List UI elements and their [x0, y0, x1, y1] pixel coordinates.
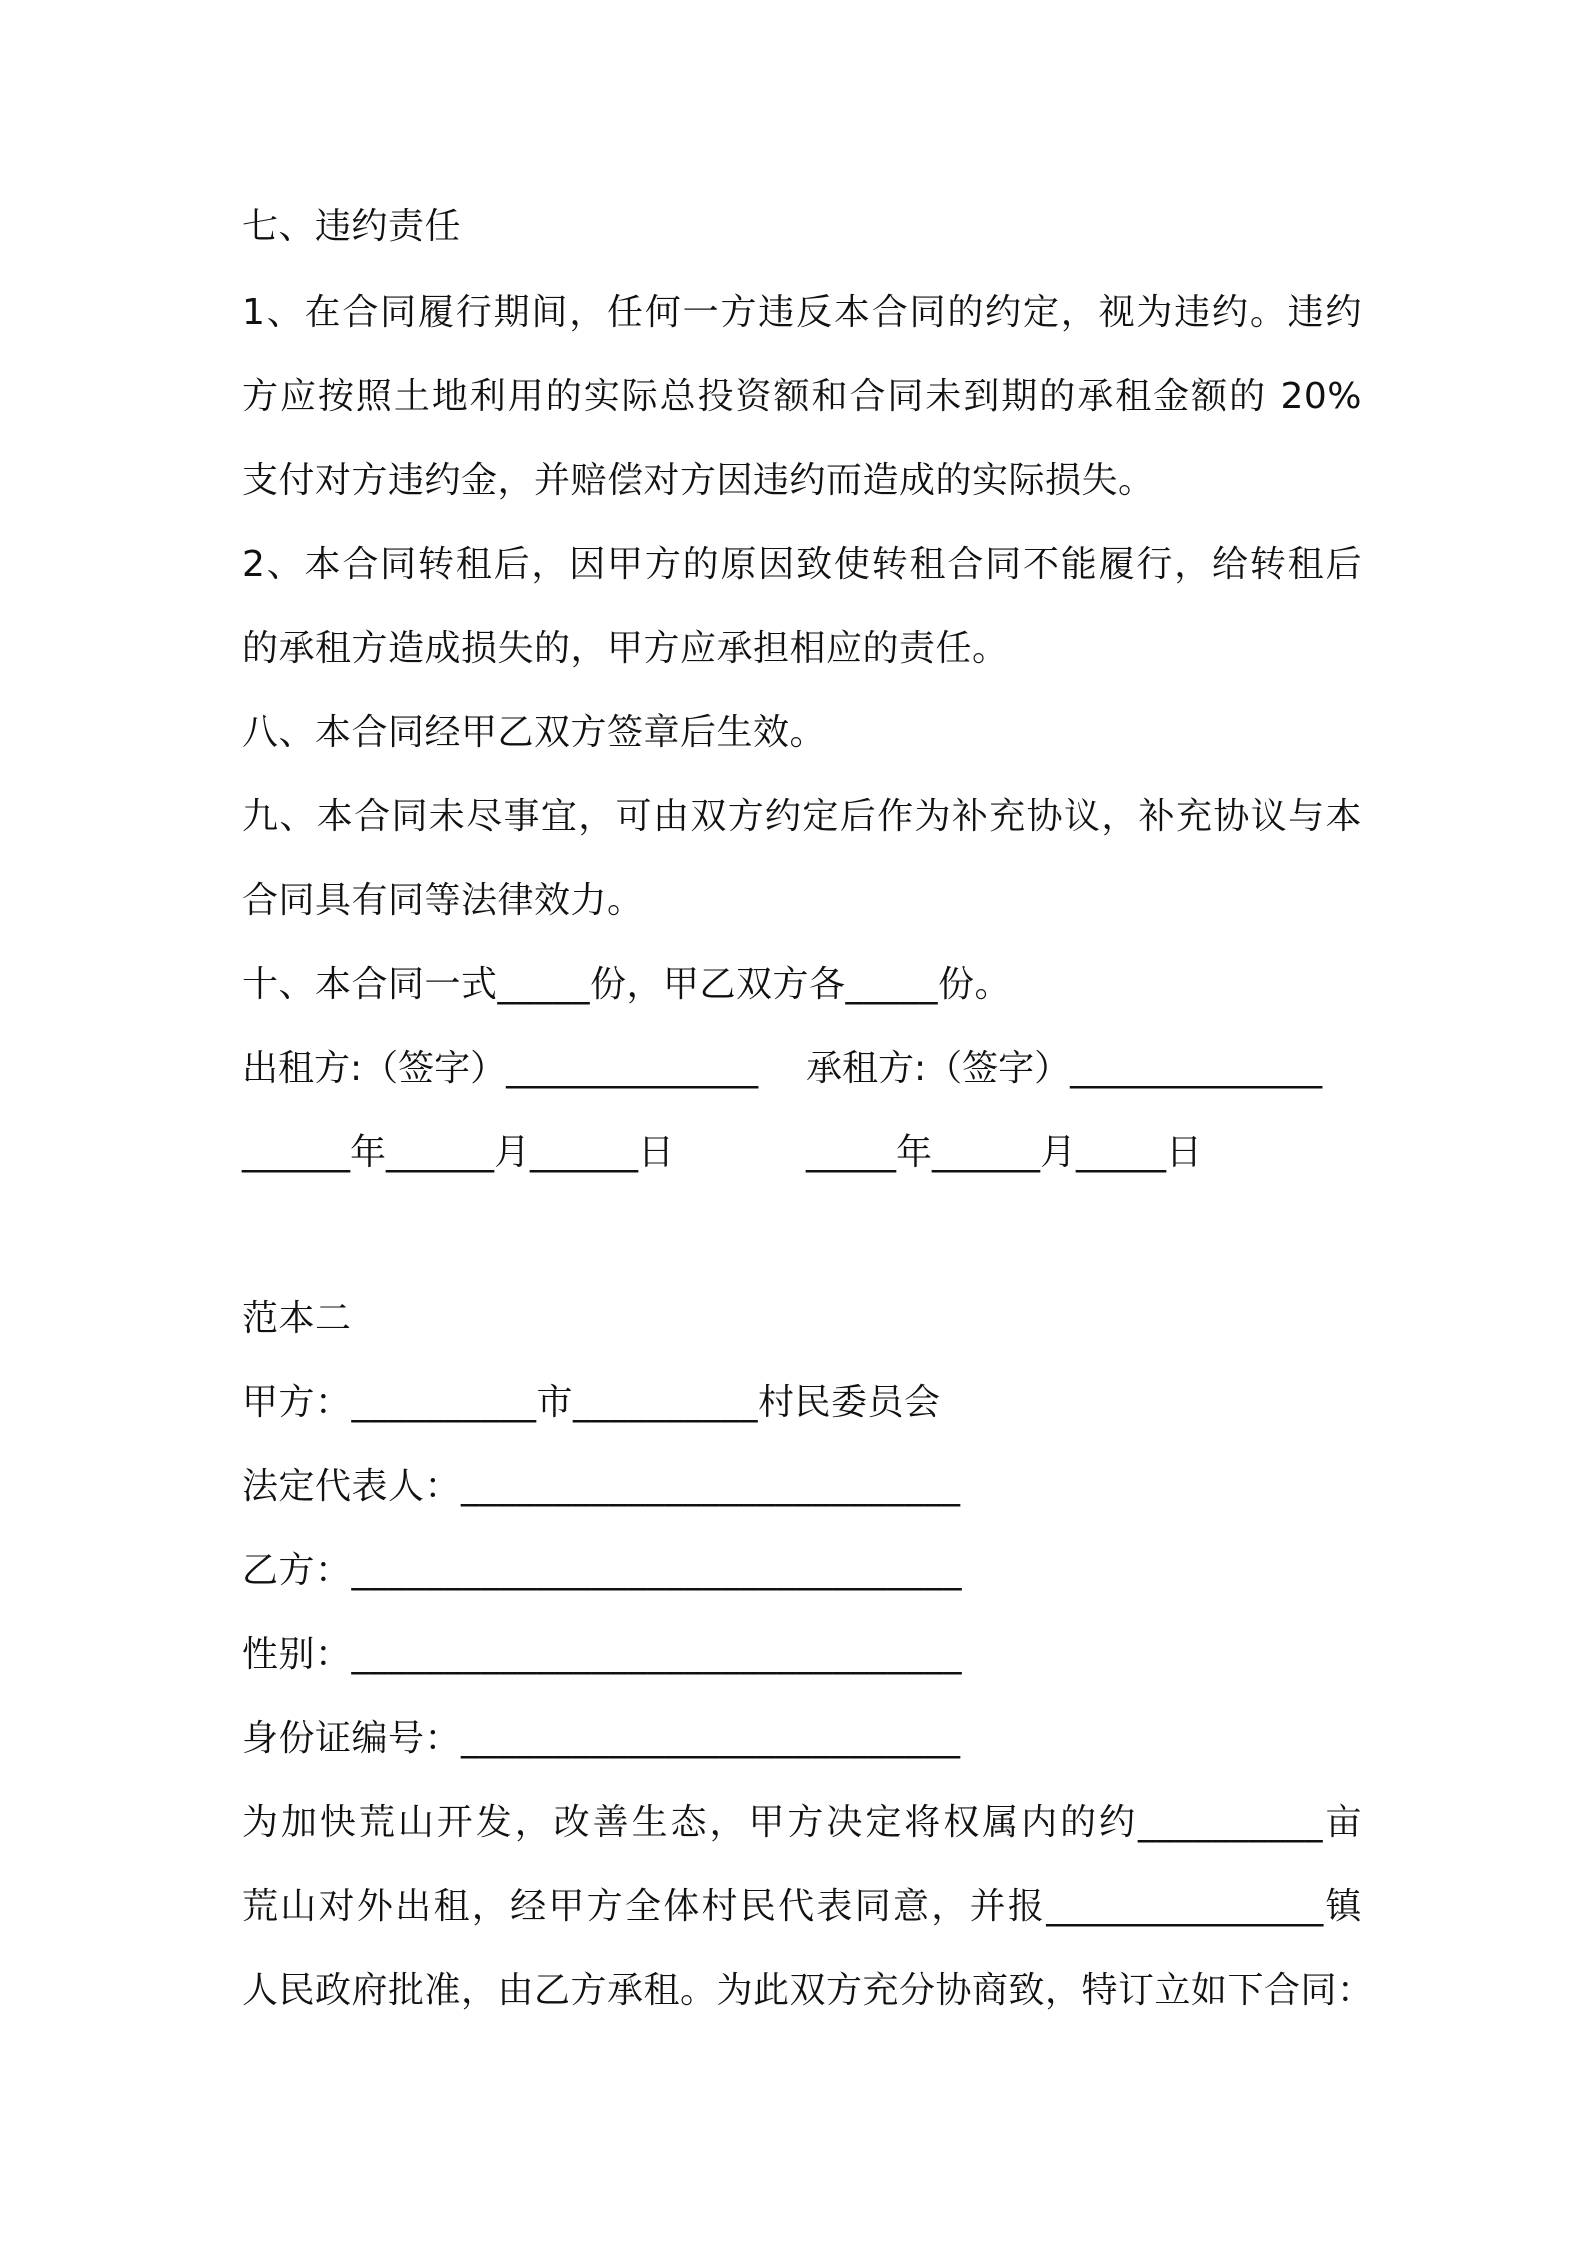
lessee-date: _____年______月_____日	[806, 1132, 1202, 1173]
clause-7-1-line-3: 支付对方违约金，并赔偿对方因违约而造成的实际损失。	[242, 460, 1155, 501]
section-9-line-2: 合同具有同等法律效力。	[242, 880, 644, 921]
party-a-field: 甲方：__________市__________村民委员会	[242, 1382, 941, 1423]
gender-field: 性别：_________________________________	[242, 1634, 963, 1675]
section-7-heading: 七、违约责任	[242, 206, 462, 247]
legal-representative-field: 法定代表人：___________________________	[242, 1466, 961, 1507]
section-9-line-1: 九、本合同未尽事宜，可由双方约定后作为补充协议，补充协议与本	[242, 796, 1362, 837]
preamble-line-2: 荒山对外出租，经甲方全体村民代表同意，并报_______________镇	[242, 1886, 1362, 1927]
section-10: 十、本合同一式_____份，甲乙双方各_____份。	[242, 964, 1012, 1005]
party-b-field: 乙方：_________________________________	[242, 1550, 963, 1591]
template-2-heading: 范本二	[242, 1298, 352, 1339]
clause-7-2-line-1: 2、本合同转租后，因甲方的原因致使转租合同不能履行，给转租后	[242, 544, 1362, 585]
preamble-line-3: 人民政府批准，由乙方承租。为此双方充分协商致，特订立如下合同：	[242, 1970, 1374, 2011]
section-8: 八、本合同经甲乙双方签章后生效。	[242, 712, 827, 753]
lessor-signature: 出租方:（签字）______________	[242, 1048, 759, 1089]
preamble-line-1: 为加快荒山开发，改善生态，甲方决定将权属内的约__________亩	[242, 1802, 1362, 1843]
clause-7-2-line-2: 的承租方造成损失的，甲方应承担相应的责任。	[242, 628, 1009, 669]
clause-7-1-line-2: 方应按照土地利用的实际总投资额和合同未到期的承租金额的 20%	[242, 376, 1362, 417]
lessee-signature: 承租方:（签字）______________	[806, 1048, 1323, 1089]
clause-7-1-line-1: 1、在合同履行期间，任何一方违反本合同的约定，视为违约。违约	[242, 292, 1362, 333]
lessor-date: ______年______月______日	[242, 1132, 674, 1173]
id-number-field: 身份证编号：___________________________	[242, 1718, 961, 1759]
